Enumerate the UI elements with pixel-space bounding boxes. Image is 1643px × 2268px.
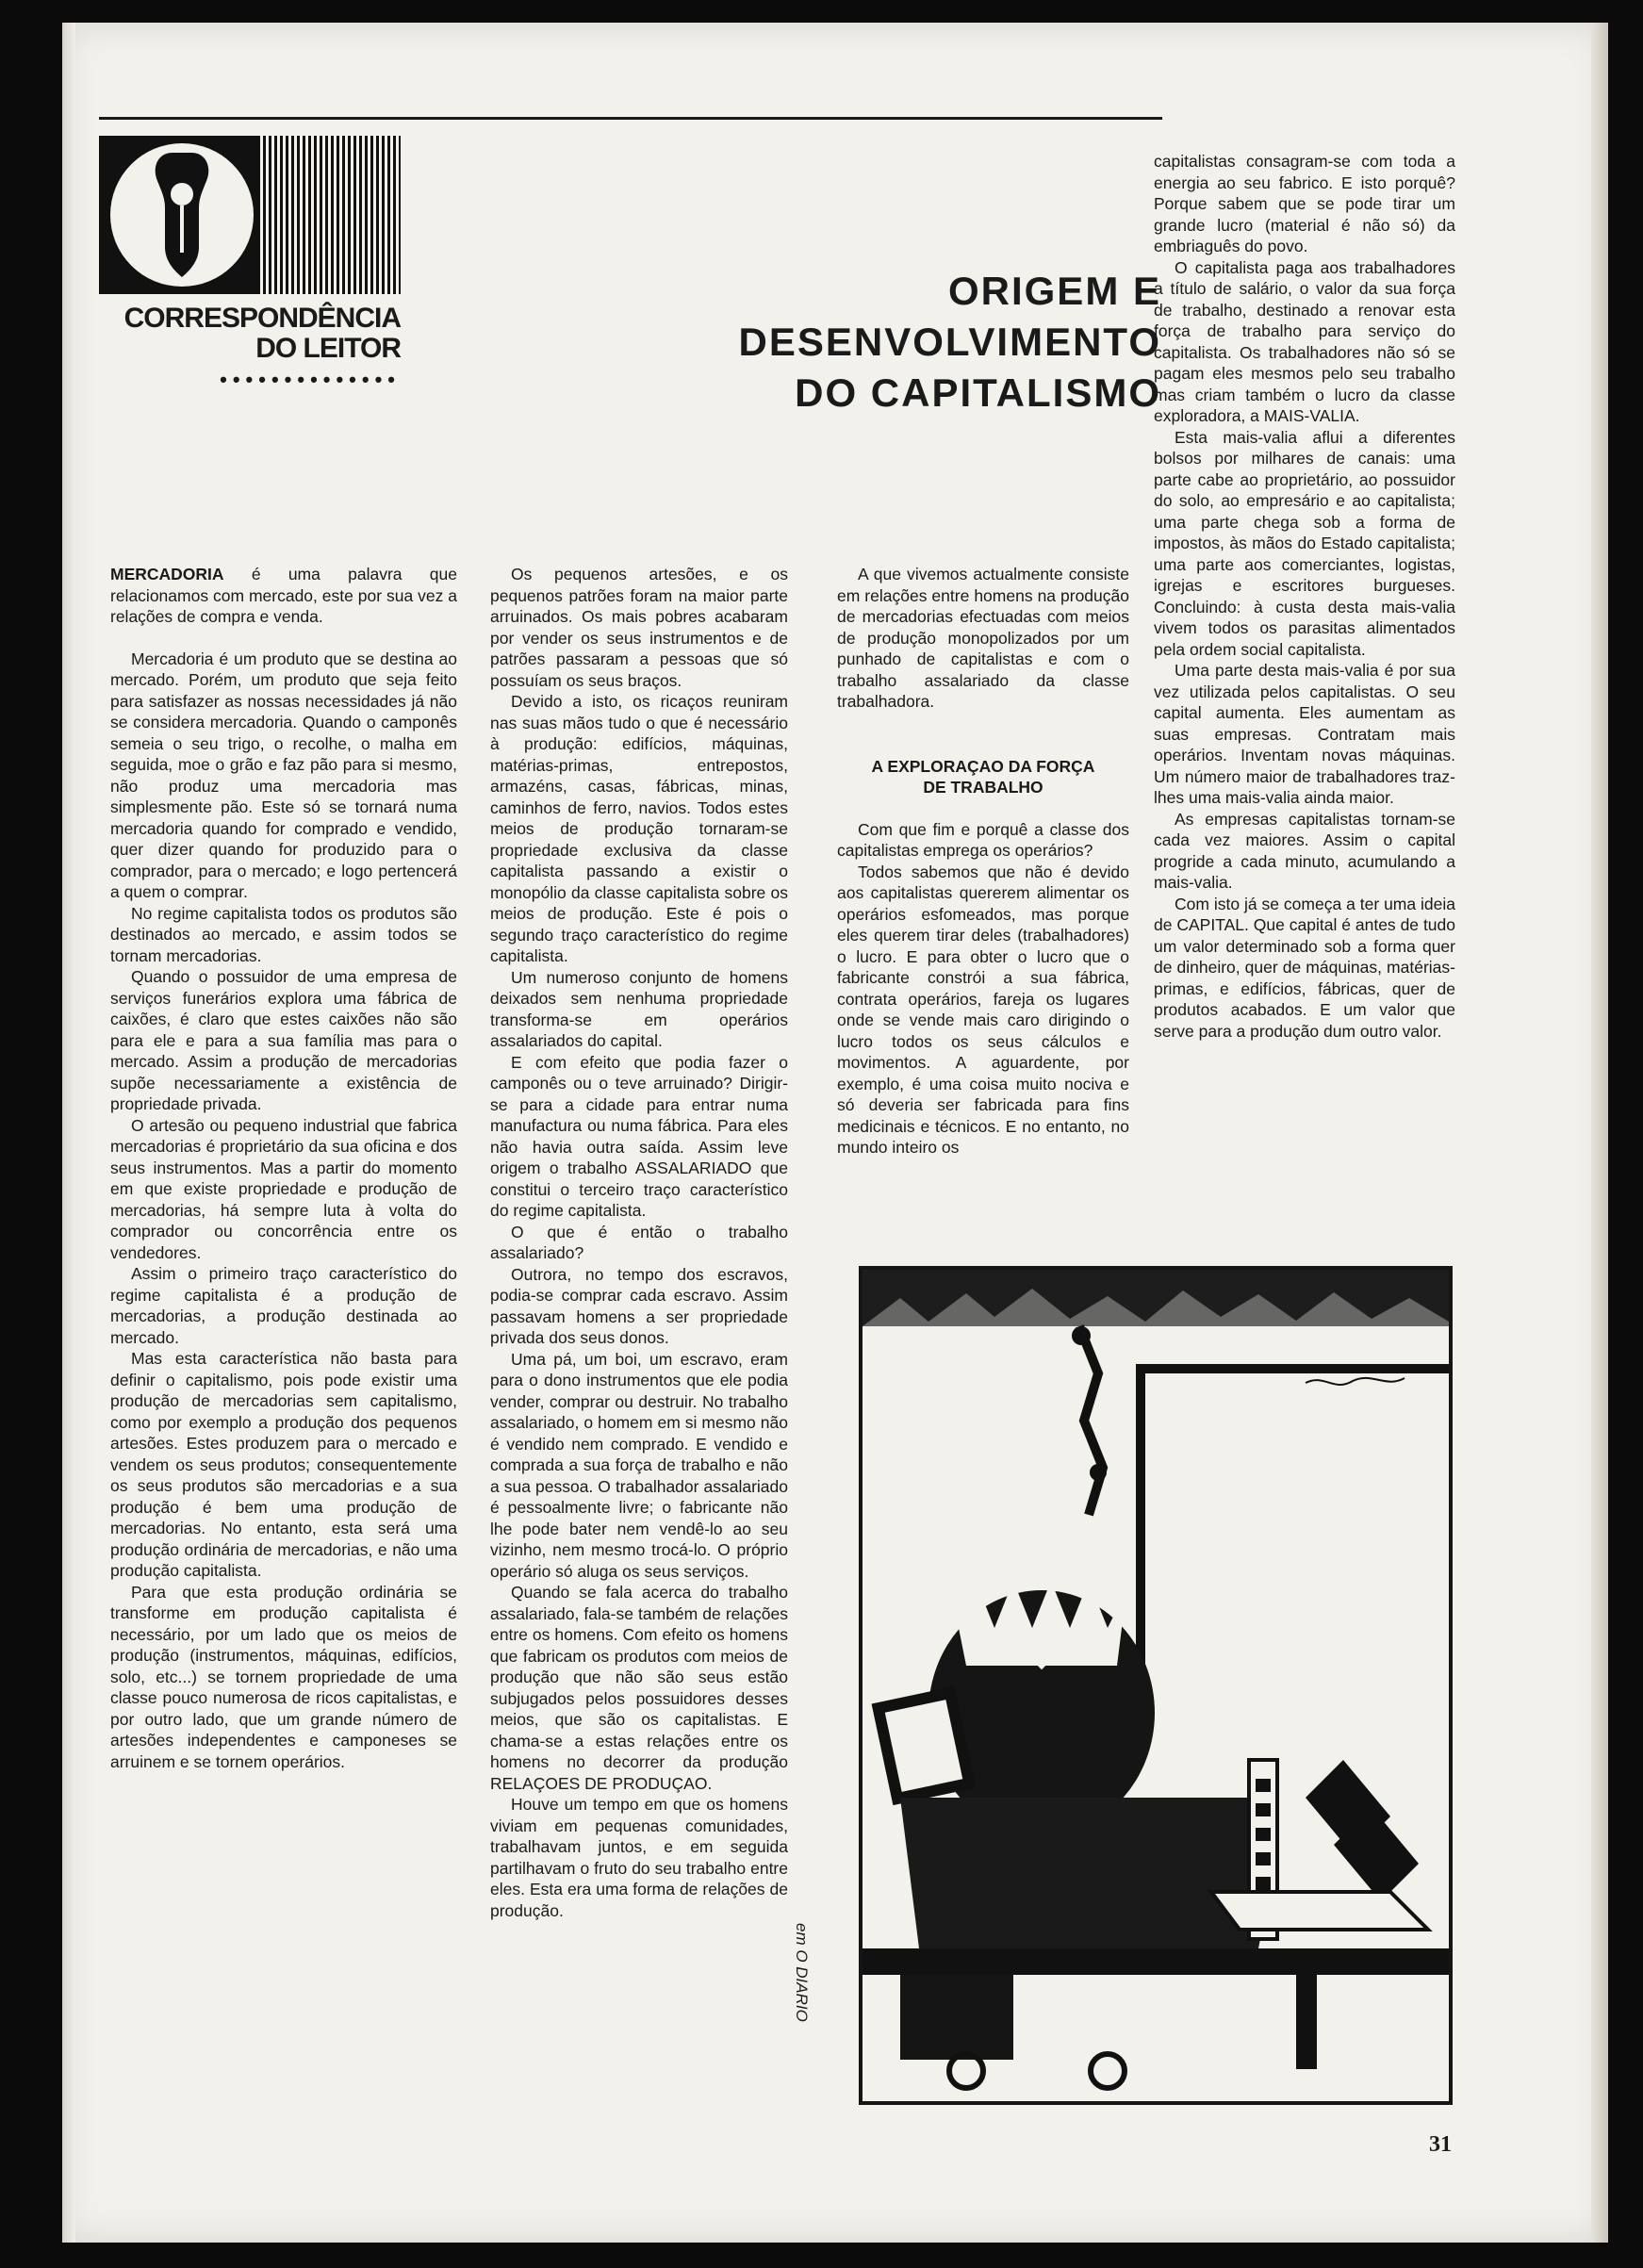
illustration-caption: em O DIARIO [793,1923,811,2022]
subheading-line2: DE TRABALHO [923,778,1043,797]
paragraph: Quando se fala acerca do trabalho assalariado, fala-se também de relações entre os homens. Com efeito os homens que fabricam os produtos com meios de produção que não são seus estão subjugados pelos possuidores desses meios, que são os capitalistas. E chama-se a estas relações entre os homens no decorrer da produção RELAÇOES DE PRODUÇAO. [490,1583,788,1793]
paragraph: E com efeito que podia fazer o camponês ou o teve arruinado? Dirigir-se para a cidade para entrar numa manufactura ou numa fábrica. Para eles não havia outra saída. Assim leve origem o trabalho ASSALARIADO que constitui o terceiro traço característico do regime capitalista. [490,1052,788,1220]
lead-paragraph [110,564,457,628]
paragraph: Com que fim e porquê a classe dos capitalistas emprega os operários? [837,819,1129,860]
logo-title [99,304,401,364]
paragraph: Esta mais-valia aflui a diferentes bolsos por milhares de canais: uma parte cabe ao proprietário, ao possuidor do solo, ao empresário e ao capitalista; uma parte chega sob a forma de impostos, às mãos do Estado capitalista; uma parte aos comerciantes, logistas, igrejas e escritores burgueses. Concluindo: à custa desta mais-valia vivem todos os parasitas alimentados pela ordem social capitalista. [1154,427,1455,659]
logo-title-line2: DO LEITOR [255,333,401,364]
subheading-line1: A EXPLORAÇAO DA FORÇA [871,756,1095,776]
logo-box [99,136,401,294]
paragraph: O que é então o trabalho assalariado? [490,1222,788,1262]
capitalism-machine-illustration [859,1266,1453,2105]
page-edge [1591,23,1608,2243]
paragraph: Assim o primeiro traço característico do regime capitalista é a produção de mercadorias, a produção destinada ao mercado. [110,1264,457,1347]
section-logo [99,136,401,391]
paragraph: capitalistas consagram-se com toda a energia ao seu fabrico. E isto porquê? Porque sabem que se pode tirar um grande lucro (material é não só) da embriaguês do povo. [1154,152,1455,255]
logo-dots: •••••••••••••• [220,368,401,391]
paragraph: Um numeroso conjunto de homens deixados sem nenhuma propriedade transforma-se em operários assalariados do capital. [490,967,788,1050]
paragraph: Todos sabemos que não é devido aos capitalistas quererem alimentar os operários esfomeados, mas porque eles querem tirar deles (trabalhadores) o lucro. E para obter o lucro que o fabricante constrói a sua fábrica, contrata operários, fareja os lugares onde se vende mais caro dirigindo o lucro todos os seus cálculos e movimentos. A aguardente, por exemplo, é uma coisa muito nociva e só deveria ser fabricada para fins medicinais e técnicos. E no entanto, no mundo inteiro os [837,862,1129,1157]
headline-line1: ORIGEM E [947,269,1161,313]
headline-line2: DESENVOLVIMENTO [738,320,1161,364]
logo-title-line1: CORRESPONDÊNCIA [123,303,401,334]
paragraph: Para que esta produção ordinária se transforme em produção capitalista é necessário, por um lado que os meios de produção (instrumentos, máquinas, edifícios, solo, etc...) se tornem propriedade de uma classe pouco numerosa de ricos capitalistas, e por outro lado, que um grande número de artesões independentes e camponeses se arruinem e se tornem operários. [110,1582,457,1771]
subheading [837,756,1129,798]
article-headline [566,266,1161,419]
paragraph: Mercadoria é um produto que se destina ao mercado. Porém, um produto que seja feito para satisfazer as nossas necessidades já não se considera mercadoria. Quando o camponês semeia o seu trigo, o recolhe, o malha em seguida, moe o grão e faz pão para si mesmo, não produz uma mercadoria mas simplesmente pão. Este só se tornará numa mercadoria quando for comprado e vendido, quer dizer quando for produzido para o comprador, para o mercado; e logo pertencerá a quem o comprar. [110,649,457,901]
article-column-2 [490,564,788,1921]
paragraph: Uma parte desta mais-valia é por sua vez utilizada pelos capitalistas. O seu capital aumenta. Eles aumentam as suas empresas. Contratam mais operários. Inventam novas máquinas. Um número maior de trabalhadores traz-lhes uma mais-valia ainda maior. [1154,661,1455,807]
paragraph: Quando o possuidor de uma empresa de serviços funerários explora uma fábrica de caixões, é claro que estes caixões não são para ele e para a sua família mas para o mercado. Assim a produção de mercadorias supõe necessariamente a existência de propriedade privada. [110,967,457,1113]
paragraph: O capitalista paga aos trabalhadores a título de salário, o valor da sua força de trabalho, destinado a renovar esta força de trabalho para serviço do capitalista. Os trabalhadores não só se pagam eles mesmos pelo seu trabalho mas criam também o lucro da classe exploradora, a MAIS-VALIA. [1154,257,1455,425]
paragraph: Os pequenos artesões, e os pequenos patrões foram na maior parte arruinados. Os mais pobres acabaram por vender os seus instrumentos e de patrões passaram a pessoas que só possuíam os seus braços. [490,565,788,690]
lead-text: é uma palavra que relacionamos com mercado, este por sua vez a relações de compra e venda. [110,565,457,626]
paragraph: Devido a isto, os ricaços reuniram nas suas mãos tudo o que é necessário à produção: edifícios, máquinas, matérias-primas, entrepostos, armazéns, casas, fábricas, minas, caminhos de ferro, navios. Todos estes meios de produção tornaram-se propriedade exclusiva da classe capitalista passando a existir o monopólio da classe capitalista sobre os meios de produção. Este é pois o segundo traço característico do regime capitalista. [490,692,788,965]
pen-nib-icon [99,136,401,294]
top-rule [99,117,1162,120]
lead-term: MERCADORIA [110,565,224,583]
headline-line3: DO CAPITALISMO [795,370,1161,415]
article-column-4 [1154,151,1455,1042]
paragraph: Houve um tempo em que os homens viviam em pequenas comunidades, trabalhavam juntos, e em seguida partilhavam o fruto do seu trabalho entre eles. Esta era uma forma de relações de produção. [490,1795,788,1920]
article-column-3 [837,564,1129,1159]
paragraph: Com isto já se começa a ter uma ideia de CAPITAL. Que capital é antes de tudo um valor determinado sob a forma quer de dinheiro, quer de máquinas, matérias-primas, e edifícios, fábricas, quer de produtos acabados. E um valor que serve para a produção dum outro valor. [1154,894,1455,1041]
binding-edge [62,23,75,2243]
article-column-1 [110,564,457,1772]
page-number: 31 [1429,2132,1452,2157]
paragraph: As empresas capitalistas tornam-se cada vez maiores. Assim o capital progride a cada minuto, acumulando a mais-valia. [1154,809,1455,892]
paragraph: A que vivemos actualmente consiste em relações entre homens na produção de mercadorias efectuadas com meios de produção monopolizados por um punhado de capitalistas e com o trabalho assalariado da classe trabalhadora. [837,565,1129,711]
illustration-art [863,1270,1449,2101]
paragraph: Mas esta característica não basta para definir o capitalismo, pois pode existir uma produção de mercadorias sem capitalismo, como por exemplo a produção dos pequenos artesões. Estes produzem para o mercado e vendem os seus produtos; consequentemente os seus produtos são mercadorias e a sua produção é bem uma produção de mercadorias. No entanto, esta será uma produção ordinária de mercadorias, e não uma produção capitalista. [110,1349,457,1580]
paragraph: Outrora, no tempo dos escravos, podia-se comprar cada escravo. Assim passavam homens a ser propriedade privada dos seus donos. [490,1264,788,1347]
paragraph: O artesão ou pequeno industrial que fabrica mercadorias é proprietário da sua oficina e dos seus instrumentos. Mas a partir do momento em que existe propriedade e produção de mercadorias, há sempre luta à volta do comprador ou concorrência entre os vendedores. [110,1115,457,1262]
paragraph: No regime capitalista todos os produtos são destinados ao mercado, e assim todos se tornam mercadorias. [110,903,457,965]
paragraph: Uma pá, um boi, um escravo, eram para o dono instrumentos que ele podia vender, comprar ou destruir. No trabalho assalariado, o homem em si mesmo não é vendido nem comprado. E vendido e comprada a sua força de trabalho e não a sua pessoa. O trabalhador assalariado é pessoalmente livre; o fabricante não lhe pode bater nem vendê-lo ao seu vizinho, nem mesmo trocá-lo. O próprio operário só aluga os seus serviços. [490,1349,788,1581]
